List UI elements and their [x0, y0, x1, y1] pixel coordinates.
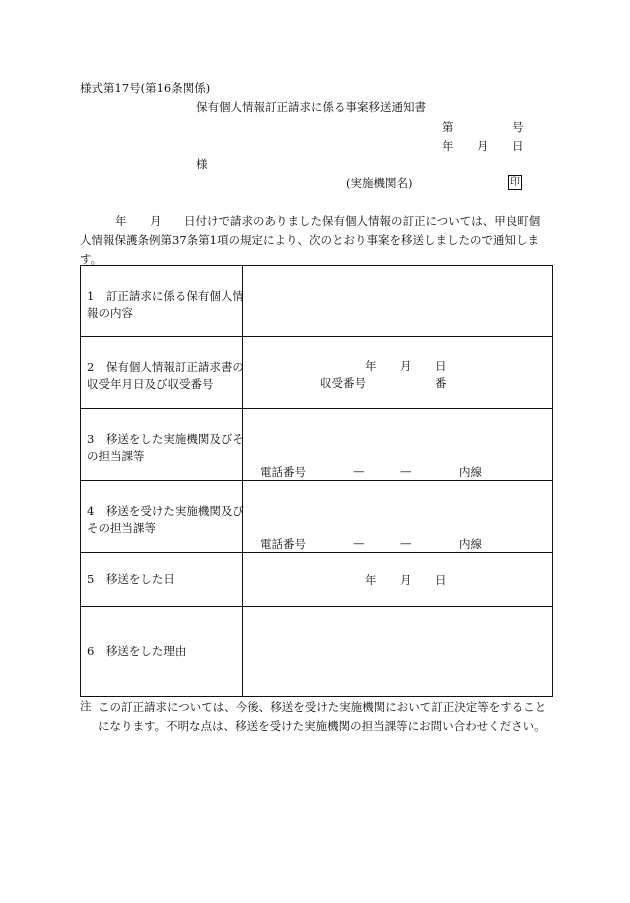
row1-label-cell — [81, 266, 243, 337]
row2-day: 日 — [435, 359, 447, 373]
row3-dash2: — — [400, 464, 412, 478]
row4-label: 4 移送を受けた実施機関及びその担当課等 — [87, 504, 244, 535]
transfer-table — [80, 265, 553, 697]
table-row — [81, 266, 553, 337]
row6-label-cell — [81, 607, 243, 697]
row3-label-cell — [81, 409, 243, 481]
row5-label: 5 移送をした日 — [87, 572, 175, 586]
row6-value-cell[interactable] — [243, 607, 553, 697]
table-row — [81, 553, 553, 607]
row3-dash1: — — [353, 464, 365, 478]
row2-label-cell — [81, 337, 243, 409]
intro-month: 月 — [150, 214, 162, 228]
table-row — [81, 337, 553, 409]
seal-box: 印 — [510, 177, 520, 188]
date-month: 月 — [477, 139, 489, 153]
date-day: 日 — [512, 139, 524, 153]
row4-label-cell — [81, 481, 243, 553]
table-row — [81, 409, 553, 481]
row3-label: 3 移送をした実施機関及びその担当課等 — [87, 432, 244, 463]
row1-value-cell[interactable] — [243, 266, 553, 337]
row3-phone-label: 電話番号 — [260, 465, 306, 479]
row2-ban: 番 — [435, 376, 447, 390]
row5-month: 月 — [400, 573, 412, 587]
seal-mark — [508, 174, 522, 190]
row4-phone-label: 電話番号 — [260, 537, 306, 551]
row1-label: 1 訂正請求に係る保有個人情報の内容 — [87, 289, 244, 320]
row3-extension: 内線 — [459, 465, 482, 479]
row3-value-cell[interactable] — [243, 409, 553, 481]
row4-dash2: — — [400, 536, 412, 550]
date-year: 年 — [442, 139, 454, 153]
row4-extension: 内線 — [459, 537, 482, 551]
row5-label-cell — [81, 553, 243, 607]
agency-name-label: (実施機関名) — [346, 176, 413, 190]
table-row — [81, 481, 553, 553]
row5-value-cell[interactable] — [243, 553, 553, 607]
row2-month: 月 — [400, 359, 412, 373]
note-text: この訂正請求については、今後、移送を受けた実施機関において訂正決定等をすることになります。不明な点は、移送を受けた実施機関の担当課等にお問い合わせください。 — [98, 700, 547, 733]
form-number: 様式第17号(第16条関係) — [80, 81, 211, 95]
row4-value-cell[interactable] — [243, 481, 553, 553]
document-title: 保有個人情報訂正請求に係る事案移送通知書 — [196, 100, 426, 114]
row2-receipt-label: 収受番号 — [320, 376, 366, 390]
note-prefix: 注 — [80, 699, 92, 713]
row5-day: 日 — [435, 573, 447, 587]
table-row — [81, 607, 553, 697]
row4-dash1: — — [353, 536, 365, 550]
addressee-sama: 様 — [196, 157, 208, 171]
row2-value-cell[interactable] — [243, 337, 553, 409]
intro-text-rest: 人情報保護条例第37条第1項の規定により、次のとおり事案を移送しましたので通知します。 — [80, 233, 539, 266]
row2-year: 年 — [365, 359, 377, 373]
number-dai: 第 — [442, 120, 454, 134]
row6-label: 6 移送をした理由 — [87, 644, 187, 658]
intro-year: 年 — [115, 214, 127, 228]
number-go: 号 — [512, 120, 524, 134]
row2-label: 2 保有個人情報訂正請求書の収受年月日及び収受番号 — [87, 360, 244, 391]
intro-text-line1: 日付けで請求のありました保有個人情報の訂正については、甲良町個 — [184, 214, 541, 228]
row5-year: 年 — [365, 573, 377, 587]
